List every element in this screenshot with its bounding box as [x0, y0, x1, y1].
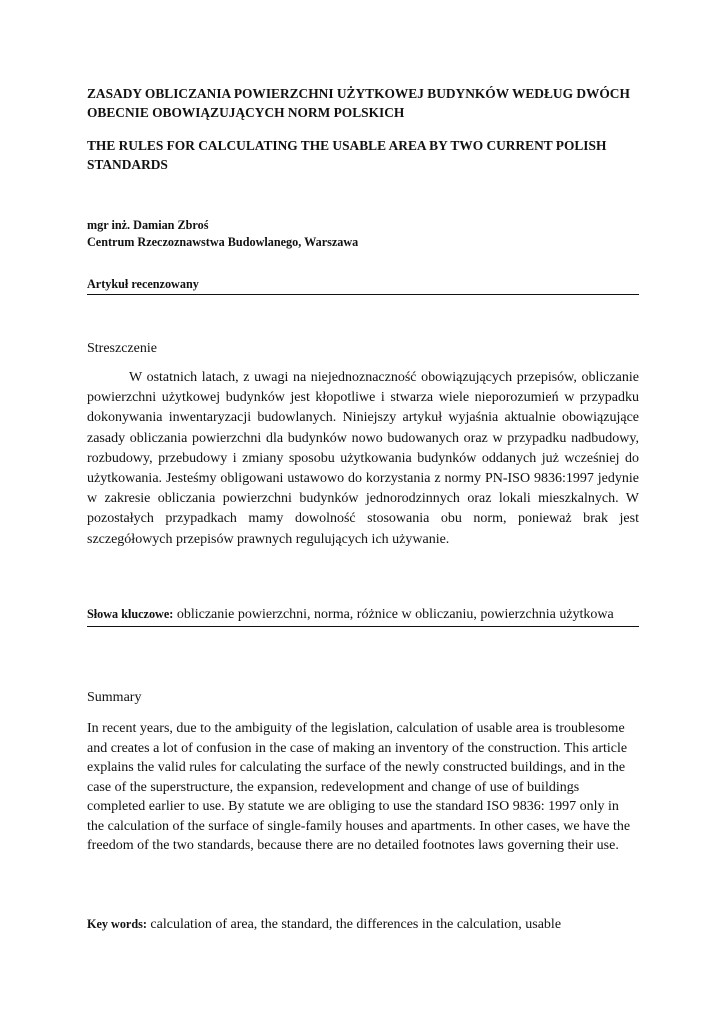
abstract-pl-heading: Streszczenie	[87, 341, 157, 356]
author-name: mgr inż. Damian Zbroś	[87, 218, 209, 232]
keywords-en	[87, 914, 639, 935]
author-block	[87, 217, 358, 250]
abstract-pl-text: W ostatnich latach, z uwagi na niejednoznaczność obowiązujących przepisów, obliczanie powierzchni użytkowej budynków jest kłopotliwe i stwarza wiele nieporozumień w przypadku dokonywania inwentaryzacji budowlanych. Niniejszy artykuł wyjaśnia aktualnie obowiązujące zasady obliczania powierzchni dla budynków nowo budowanych oraz w przypadku nadbudowy, rozbudowy, przebudowy i zmiany sposobu użytkowania budynków oddanych już wcześniej do użytkowania. Jesteśmy obligowani ustawowo do korzystania z normy PN-ISO 9836:1997 jedynie w zakresie obliczania powierzchni budynków jednorodzinnych oraz lokali mieszkalnych. W pozostałych przypadkach mamy dowolność stosowania obu norm, ponieważ brak jest szczegółowych przepisów prawnych regulujących ich używanie.	[87, 370, 639, 547]
title-polish: ZASADY OBLICZANIA POWIERZCHNI UŻYTKOWEJ BUDYNKÓW WEDŁUG DWÓCH OBECNIE OBOWIĄZUJĄCYCH NORM POLSKICH	[87, 86, 630, 120]
keywords-en-text: calculation of area, the standard, the differences in the calculation, usable	[146, 917, 562, 932]
keywords-en-label: Key words:	[87, 917, 147, 931]
keywords-pl	[87, 604, 639, 627]
abstract-en-heading: Summary	[87, 690, 142, 705]
title-english: THE RULES FOR CALCULATING THE USABLE AREA BY TWO CURRENT POLISH STANDARDS	[87, 138, 607, 172]
review-note: Artykuł recenzowany	[87, 276, 639, 295]
abstract-en-text: In recent years, due to the ambiguity of the legislation, calculation of usable area is troublesome and creates a lot of confusion in the case of making an inventory of the construction. This article explains the valid rules for calculating the surface of the newly constructed buildings, and in the case of the superstructure, the expansion, redevelopment and change of use of buildings completed earlier to use. By statute we are obliging to use the standard ISO 9836: 1997 only in the calculation of the surface of single-family houses and apartments. In other cases, we have the freedom of the two standards, because there are no detailed footnotes laws governing their use.	[87, 721, 631, 853]
keywords-pl-label: Słowa kluczowe:	[87, 607, 174, 621]
author-affiliation: Centrum Rzeczoznawstwa Budowlanego, Warszawa	[87, 234, 359, 249]
keywords-pl-text: obliczanie powierzchni, norma, różnice w obliczaniu, powierzchnia użytkowa	[173, 607, 614, 622]
